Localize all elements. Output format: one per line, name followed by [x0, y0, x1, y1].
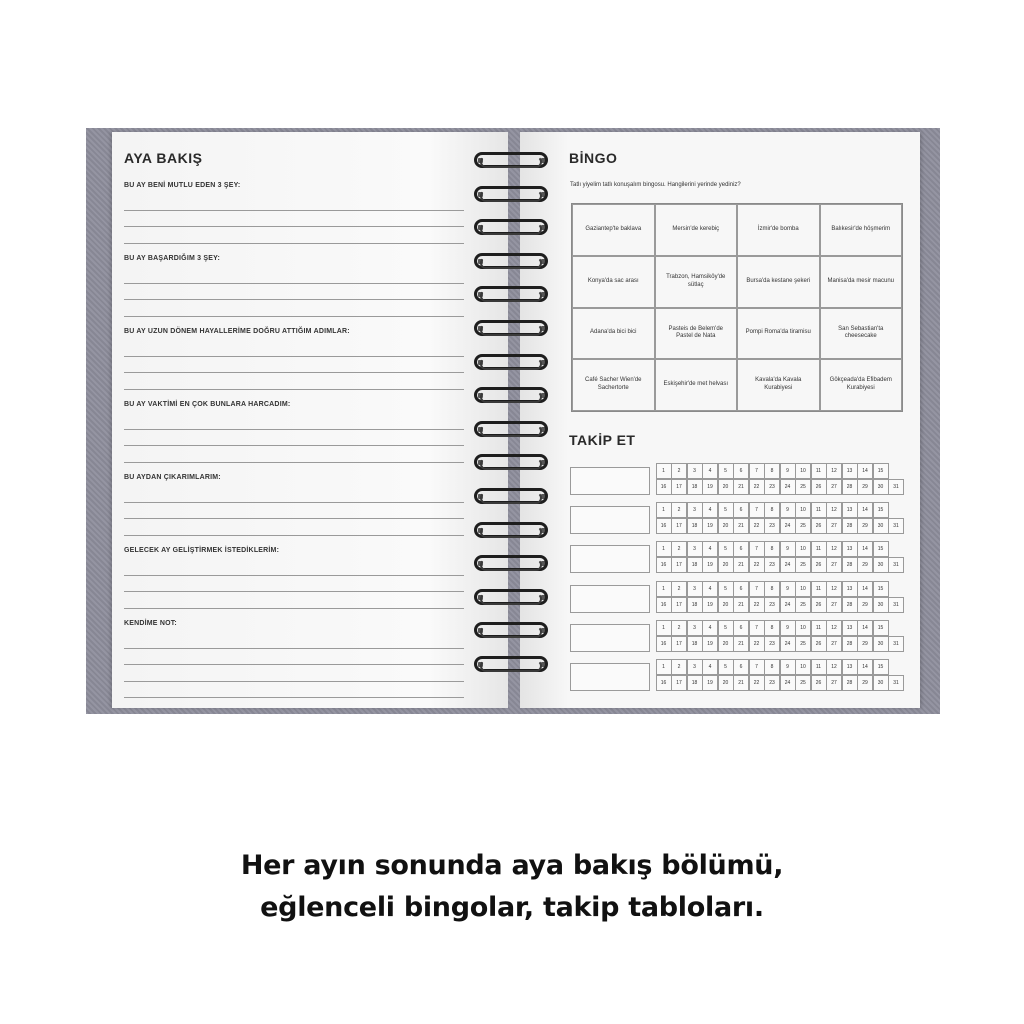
bingo-title: BİNGO [569, 150, 618, 166]
tracker-day-cell[interactable]: 8 [764, 463, 780, 480]
tracker-day-cell[interactable]: 20 [718, 479, 734, 496]
tracker-row [570, 541, 904, 573]
tracker-day-cell[interactable]: 18 [687, 636, 703, 653]
tracker-day-cell[interactable] [888, 463, 904, 480]
section-label: BU AY UZUN DÖNEM HAYALLERİME DOĞRU ATTIĞIM ADIMLAR: [124, 328, 350, 335]
bingo-cell[interactable]: Trabzon, Hamsiköy'de sütlaç [655, 256, 738, 308]
tracker-day-cell[interactable]: 20 [718, 675, 734, 692]
tracker-day-cell[interactable]: 5 [718, 659, 734, 676]
tracker-day-cell[interactable]: 22 [749, 675, 765, 692]
caption-line-1: Her ayın sonunda aya bakış bölümü, [240, 850, 784, 881]
tracker-day-cell[interactable]: 25 [795, 479, 811, 496]
tracker-day-cell[interactable]: 7 [749, 581, 765, 598]
tracker-day-cell[interactable]: 8 [764, 581, 780, 598]
tracker-day-cell[interactable]: 17 [671, 518, 687, 535]
spiral-ring [468, 419, 558, 441]
tracker-day-cell[interactable]: 28 [842, 636, 858, 653]
writing-lines[interactable] [124, 194, 464, 244]
tracker-day-cell[interactable]: 27 [826, 636, 842, 653]
spiral-ring [468, 184, 558, 206]
spiral-ring [468, 553, 558, 575]
tracker-day-cell[interactable]: 4 [702, 659, 718, 676]
tracker-day-cell[interactable]: 18 [687, 479, 703, 496]
tracker-day-cell[interactable]: 10 [795, 620, 811, 637]
left-page [112, 132, 508, 708]
tracker-day-cell[interactable]: 11 [811, 659, 827, 676]
tracker-day-cell[interactable]: 9 [780, 620, 796, 637]
tracker-day-cell[interactable]: 29 [857, 479, 873, 496]
tracker-day-cell[interactable]: 24 [780, 518, 796, 535]
bingo-grid [571, 203, 903, 412]
tracker-day-cell[interactable]: 12 [826, 541, 842, 558]
tracker-day-cell[interactable]: 26 [811, 597, 827, 614]
section-kendime-not [124, 620, 464, 698]
tracker-day-cell[interactable]: 14 [857, 541, 873, 558]
tracker-day-cell[interactable]: 23 [764, 557, 780, 574]
tracker-day-cell[interactable] [888, 541, 904, 558]
tracker-name-box[interactable] [570, 545, 650, 573]
spiral-ring [468, 352, 558, 374]
tracker-day-cell[interactable]: 13 [842, 620, 858, 637]
tracker-day-cell[interactable]: 28 [842, 675, 858, 692]
tracker-day-cell[interactable]: 29 [857, 597, 873, 614]
tracker-day-cell[interactable]: 26 [811, 479, 827, 496]
tracker-day-cell[interactable]: 31 [888, 479, 904, 496]
bingo-cell[interactable]: Kavala'da Kavala Kurabiyesi [737, 359, 820, 411]
tracker-day-cell[interactable]: 4 [702, 502, 718, 519]
tracker-day-cell[interactable]: 24 [780, 675, 796, 692]
tracker-day-cell[interactable]: 31 [888, 557, 904, 574]
tracker-day-cell[interactable]: 12 [826, 502, 842, 519]
tracker-day-cell[interactable]: 17 [671, 636, 687, 653]
tracker-day-cell[interactable]: 5 [718, 502, 734, 519]
tracker-day-cell[interactable]: 20 [718, 636, 734, 653]
tracker-day-cell[interactable]: 30 [873, 597, 889, 614]
tracker-day-cell[interactable]: 16 [656, 597, 672, 614]
tracker-day-cell[interactable]: 26 [811, 557, 827, 574]
tracker-day-cell[interactable]: 25 [795, 557, 811, 574]
tracker-day-cell[interactable]: 23 [764, 597, 780, 614]
tracker-days-grid [656, 541, 904, 573]
bingo-cell[interactable]: Pompi Roma'da tiramisu [737, 308, 820, 360]
bingo-cell[interactable]: İzmir'de bomba [737, 204, 820, 256]
tracker-day-cell[interactable]: 1 [656, 502, 672, 519]
tracker-day-cell[interactable]: 19 [702, 675, 718, 692]
tracker-day-cell[interactable]: 9 [780, 581, 796, 598]
writing-lines[interactable] [124, 413, 464, 463]
tracker-day-cell[interactable]: 17 [671, 675, 687, 692]
tracker-day-cell[interactable]: 27 [826, 597, 842, 614]
bingo-cell[interactable]: Gaziantep'te baklava [572, 204, 655, 256]
tracker-day-cell[interactable]: 4 [702, 463, 718, 480]
tracker-day-cell[interactable]: 27 [826, 518, 842, 535]
tracker-days-grid [656, 463, 904, 495]
tracker-day-cell[interactable]: 3 [687, 620, 703, 637]
tracker-day-cell[interactable]: 11 [811, 502, 827, 519]
tracker-day-cell[interactable]: 14 [857, 463, 873, 480]
bingo-cell[interactable]: Bursa'da kestane şekeri [737, 256, 820, 308]
tracker-day-cell[interactable]: 22 [749, 479, 765, 496]
bingo-subtitle: Tatlı yiyelim tatlı konuşalım bingosu. Hangilerini yerinde yediniz? [570, 182, 741, 188]
tracker-day-cell[interactable]: 27 [826, 479, 842, 496]
tracker-day-cell[interactable]: 10 [795, 463, 811, 480]
spiral-binding [468, 150, 558, 700]
tracker-day-cell[interactable] [888, 620, 904, 637]
tracker-day-cell[interactable]: 2 [671, 502, 687, 519]
tracker-day-cell[interactable]: 14 [857, 502, 873, 519]
tracker-day-cell[interactable]: 11 [811, 463, 827, 480]
tracker-day-cell[interactable]: 15 [873, 620, 889, 637]
section-mutlu [124, 182, 464, 244]
tracker-title: TAKİP ET [569, 432, 636, 448]
tracker-day-cell[interactable]: 1 [656, 581, 672, 598]
tracker-day-cell[interactable]: 24 [780, 636, 796, 653]
tracker-days-grid [656, 581, 904, 613]
tracker-day-cell[interactable]: 21 [733, 636, 749, 653]
writing-lines[interactable] [124, 340, 464, 390]
tracker-day-cell[interactable]: 1 [656, 541, 672, 558]
tracker-day-cell[interactable]: 7 [749, 502, 765, 519]
tracker-row [570, 463, 904, 495]
tracker-day-cell[interactable]: 29 [857, 675, 873, 692]
tracker-day-cell[interactable]: 21 [733, 479, 749, 496]
tracker-day-cell[interactable]: 10 [795, 541, 811, 558]
spiral-ring [468, 318, 558, 340]
tracker-day-cell[interactable]: 5 [718, 463, 734, 480]
tracker-day-cell[interactable]: 6 [733, 581, 749, 598]
tracker-day-cell[interactable]: 8 [764, 659, 780, 676]
tracker-day-cell[interactable]: 29 [857, 557, 873, 574]
tracker-day-cell[interactable]: 27 [826, 557, 842, 574]
bingo-cell[interactable]: Konya'da sac arası [572, 256, 655, 308]
tracker-day-cell[interactable]: 18 [687, 518, 703, 535]
tracker-day-cell[interactable]: 3 [687, 659, 703, 676]
tracker-day-cell[interactable]: 26 [811, 636, 827, 653]
tracker-day-cell[interactable]: 23 [764, 518, 780, 535]
tracker-day-cell[interactable]: 18 [687, 675, 703, 692]
bingo-cell[interactable]: Café Sacher Wien'de Sachertorte [572, 359, 655, 411]
tracker-day-cell[interactable] [888, 659, 904, 676]
tracker-day-cell[interactable]: 12 [826, 463, 842, 480]
bingo-cell[interactable]: Adana'da bici bici [572, 308, 655, 360]
page-title-aya-bakis: AYA BAKIŞ [124, 150, 203, 166]
tracker-day-cell[interactable]: 25 [795, 518, 811, 535]
tracker-day-cell[interactable]: 5 [718, 581, 734, 598]
tracker-day-cell[interactable]: 20 [718, 557, 734, 574]
tracker-day-cell[interactable]: 10 [795, 581, 811, 598]
tracker-day-cell[interactable]: 15 [873, 541, 889, 558]
tracker-day-cell[interactable]: 13 [842, 502, 858, 519]
tracker-day-cell[interactable]: 10 [795, 659, 811, 676]
spiral-ring [468, 620, 558, 642]
tracker-day-cell[interactable]: 1 [656, 659, 672, 676]
tracker-day-cell[interactable]: 7 [749, 463, 765, 480]
section-vakit [124, 401, 464, 463]
tracker-row [570, 620, 904, 652]
tracker-day-cell[interactable]: 3 [687, 502, 703, 519]
tracker-days-grid [656, 502, 904, 534]
tracker-day-cell[interactable]: 2 [671, 581, 687, 598]
spiral-ring [468, 520, 558, 542]
tracker-day-cell[interactable]: 14 [857, 659, 873, 676]
tracker-days-grid [656, 620, 904, 652]
section-gelistirmek [124, 547, 464, 609]
tracker-day-cell[interactable]: 23 [764, 636, 780, 653]
tracker-day-cell[interactable]: 13 [842, 463, 858, 480]
tracker-day-cell[interactable]: 17 [671, 479, 687, 496]
tracker-day-cell[interactable]: 10 [795, 502, 811, 519]
tracker-day-cell[interactable]: 16 [656, 557, 672, 574]
bingo-cell[interactable]: San Sebastian'ta cheesecake [820, 308, 903, 360]
tracker-day-cell[interactable]: 3 [687, 581, 703, 598]
tracker-day-cell[interactable]: 28 [842, 557, 858, 574]
tracker-day-cell[interactable]: 15 [873, 581, 889, 598]
tracker-day-cell[interactable]: 19 [702, 518, 718, 535]
section-label: BU AYDAN ÇIKARIMLARIM: [124, 474, 221, 481]
tracker-day-cell[interactable]: 30 [873, 518, 889, 535]
bingo-cell[interactable]: Manisa'da mesir macunu [820, 256, 903, 308]
tracker-day-cell[interactable]: 31 [888, 636, 904, 653]
tracker-day-cell[interactable]: 4 [702, 541, 718, 558]
section-label: KENDİME NOT: [124, 620, 177, 627]
tracker-day-cell[interactable]: 27 [826, 675, 842, 692]
section-label: BU AY BAŞARDIĞIM 3 ŞEY: [124, 255, 221, 262]
tracker-row [570, 581, 904, 613]
tracker-day-cell[interactable]: 16 [656, 479, 672, 496]
bingo-cell[interactable]: Gökçeada'da Efibadem Kurabiyesi [820, 359, 903, 411]
tracker-day-cell[interactable]: 20 [718, 518, 734, 535]
tracker-day-cell[interactable]: 12 [826, 581, 842, 598]
tracker-day-cell[interactable]: 3 [687, 541, 703, 558]
tracker-day-cell[interactable]: 28 [842, 479, 858, 496]
spiral-ring [468, 217, 558, 239]
tracker-day-cell[interactable]: 13 [842, 659, 858, 676]
tracker-day-cell[interactable]: 17 [671, 597, 687, 614]
tracker-day-cell[interactable]: 24 [780, 557, 796, 574]
writing-lines[interactable] [124, 486, 464, 536]
tracker-day-cell[interactable]: 31 [888, 597, 904, 614]
tracker-name-box[interactable] [570, 585, 650, 613]
tracker-day-cell[interactable]: 8 [764, 502, 780, 519]
tracker-day-cell[interactable]: 19 [702, 557, 718, 574]
tracker-day-cell[interactable]: 5 [718, 620, 734, 637]
section-label: BU AY BENİ MUTLU EDEN 3 ŞEY: [124, 182, 241, 189]
tracker-day-cell[interactable]: 8 [764, 541, 780, 558]
tracker-day-cell[interactable]: 30 [873, 675, 889, 692]
tracker-day-cell[interactable]: 2 [671, 620, 687, 637]
bingo-cell[interactable]: Pasteis de Belem'de Pastel de Nata [655, 308, 738, 360]
tracker-day-cell[interactable]: 22 [749, 597, 765, 614]
tracker-day-cell[interactable]: 15 [873, 463, 889, 480]
tracker-day-cell[interactable]: 18 [687, 597, 703, 614]
tracker-day-cell[interactable]: 1 [656, 620, 672, 637]
tracker-day-cell[interactable]: 9 [780, 502, 796, 519]
spiral-ring [468, 587, 558, 609]
writing-lines[interactable] [124, 632, 464, 698]
bingo-cell[interactable]: Mersin'de kerebiç [655, 204, 738, 256]
tracker-day-cell[interactable]: 24 [780, 479, 796, 496]
tracker-day-cell[interactable]: 25 [795, 675, 811, 692]
tracker-day-cell[interactable]: 16 [656, 518, 672, 535]
tracker-day-cell[interactable]: 24 [780, 597, 796, 614]
writing-lines[interactable] [124, 559, 464, 609]
tracker-day-cell[interactable]: 22 [749, 557, 765, 574]
spiral-ring [468, 251, 558, 273]
tracker-name-box[interactable] [570, 663, 650, 691]
tracker-day-cell[interactable]: 20 [718, 597, 734, 614]
tracker-day-cell[interactable]: 11 [811, 541, 827, 558]
tracker-day-cell[interactable]: 31 [888, 518, 904, 535]
tracker-day-cell[interactable]: 13 [842, 541, 858, 558]
tracker-day-cell[interactable] [888, 581, 904, 598]
tracker-day-cell[interactable]: 12 [826, 659, 842, 676]
tracker-day-cell[interactable]: 15 [873, 659, 889, 676]
tracker-day-cell[interactable]: 25 [795, 636, 811, 653]
tracker-name-box[interactable] [570, 624, 650, 652]
tracker-day-cell[interactable]: 13 [842, 581, 858, 598]
tracker-day-cell[interactable]: 25 [795, 597, 811, 614]
tracker-day-cell[interactable]: 5 [718, 541, 734, 558]
bingo-cell[interactable]: Balıkesir'de höşmerim [820, 204, 903, 256]
tracker-day-cell[interactable]: 16 [656, 636, 672, 653]
tracker-day-cell[interactable]: 23 [764, 675, 780, 692]
tracker-day-cell[interactable]: 18 [687, 557, 703, 574]
tracker-day-cell[interactable] [888, 502, 904, 519]
caption-line-2: eğlenceli bingolar, takip tabloları. [260, 892, 764, 923]
tracker-day-cell[interactable]: 19 [702, 636, 718, 653]
tracker-day-cell[interactable]: 1 [656, 463, 672, 480]
section-hayaller [124, 328, 464, 390]
section-label: GELECEK AY GELİŞTİRMEK İSTEDİKLERİM: [124, 547, 280, 554]
tracker-day-cell[interactable]: 29 [857, 636, 873, 653]
tracker-day-cell[interactable]: 21 [733, 597, 749, 614]
spiral-ring [468, 385, 558, 407]
tracker-day-cell[interactable]: 2 [671, 463, 687, 480]
tracker-day-cell[interactable]: 11 [811, 620, 827, 637]
section-label: BU AY VAKTİMİ EN ÇOK BUNLARA HARCADIM: [124, 401, 291, 408]
spiral-ring [468, 654, 558, 676]
tracker-day-cell[interactable]: 21 [733, 518, 749, 535]
tracker-day-cell[interactable]: 12 [826, 620, 842, 637]
tracker-day-cell[interactable]: 14 [857, 581, 873, 598]
tracker-day-cell[interactable]: 11 [811, 581, 827, 598]
tracker-day-cell[interactable]: 21 [733, 675, 749, 692]
tracker-day-cell[interactable]: 23 [764, 479, 780, 496]
tracker-day-cell[interactable]: 3 [687, 463, 703, 480]
tracker-day-cell[interactable]: 8 [764, 620, 780, 637]
tracker-day-cell[interactable]: 26 [811, 518, 827, 535]
tracker-row [570, 502, 904, 534]
tracker-day-cell[interactable]: 7 [749, 620, 765, 637]
tracker-day-cell[interactable]: 2 [671, 659, 687, 676]
tracker-day-cell[interactable]: 2 [671, 541, 687, 558]
tracker-day-cell[interactable]: 15 [873, 502, 889, 519]
bingo-cell[interactable]: Eskişehir'de met helvası [655, 359, 738, 411]
tracker-day-cell[interactable]: 22 [749, 636, 765, 653]
spiral-ring [468, 452, 558, 474]
tracker-day-cell[interactable]: 21 [733, 557, 749, 574]
writing-lines[interactable] [124, 267, 464, 317]
spiral-ring [468, 486, 558, 508]
tracker-day-cell[interactable]: 6 [733, 502, 749, 519]
tracker-day-cell[interactable]: 17 [671, 557, 687, 574]
tracker-day-cell[interactable]: 9 [780, 463, 796, 480]
section-basardigim [124, 255, 464, 317]
tracker-day-cell[interactable]: 14 [857, 620, 873, 637]
tracker-day-cell[interactable]: 16 [656, 675, 672, 692]
tracker-name-box[interactable] [570, 467, 650, 495]
tracker-day-cell[interactable]: 19 [702, 479, 718, 496]
tracker-row [570, 659, 904, 691]
tracker-day-cell[interactable]: 30 [873, 557, 889, 574]
tracker-day-cell[interactable]: 6 [733, 620, 749, 637]
tracker-day-cell[interactable]: 6 [733, 659, 749, 676]
tracker-day-cell[interactable]: 30 [873, 479, 889, 496]
tracker-day-cell[interactable]: 29 [857, 518, 873, 535]
tracker-name-box[interactable] [570, 506, 650, 534]
tracker-day-cell[interactable]: 31 [888, 675, 904, 692]
tracker-day-cell[interactable]: 28 [842, 518, 858, 535]
spiral-ring [468, 150, 558, 172]
spiral-ring [468, 284, 558, 306]
tracker-day-cell[interactable]: 7 [749, 659, 765, 676]
tracker-days-grid [656, 659, 904, 691]
tracker-day-cell[interactable]: 28 [842, 597, 858, 614]
tracker-day-cell[interactable]: 19 [702, 597, 718, 614]
tracker-day-cell[interactable]: 7 [749, 541, 765, 558]
tracker-day-cell[interactable]: 4 [702, 581, 718, 598]
tracker-day-cell[interactable]: 26 [811, 675, 827, 692]
tracker-day-cell[interactable]: 22 [749, 518, 765, 535]
tracker-day-cell[interactable]: 6 [733, 541, 749, 558]
right-page [520, 132, 920, 708]
tracker-day-cell[interactable]: 4 [702, 620, 718, 637]
tracker-day-cell[interactable]: 6 [733, 463, 749, 480]
tracker-day-cell[interactable]: 9 [780, 659, 796, 676]
section-cikarimlar [124, 474, 464, 536]
tracker-day-cell[interactable]: 9 [780, 541, 796, 558]
tracker-day-cell[interactable]: 30 [873, 636, 889, 653]
